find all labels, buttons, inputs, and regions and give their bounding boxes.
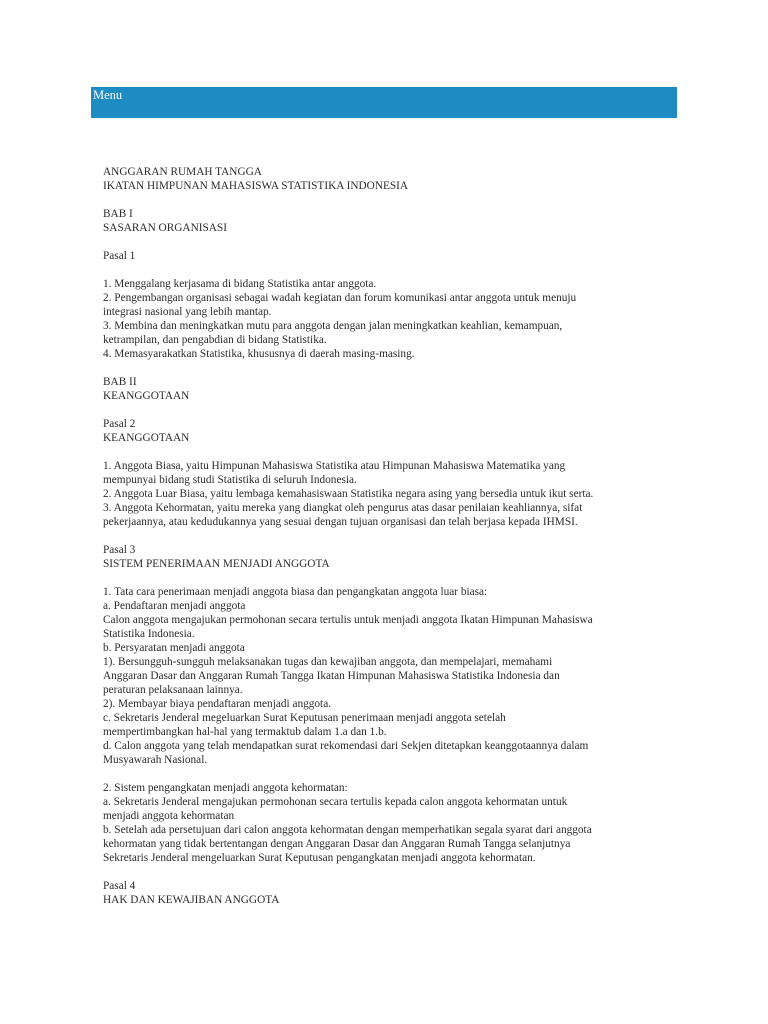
text-line: Pasal 1	[103, 250, 136, 262]
text-line: Statistika Indonesia.	[103, 628, 195, 640]
text-line: HAK DAN KEWAJIBAN ANGGOTA	[103, 894, 280, 906]
text-line: a. Pendaftaran menjadi anggota	[103, 600, 246, 612]
text-line: 2. Anggota Luar Biasa, yaitu lembaga kemahasiswaan Statistika negara asing yang bersedia untuk ikut serta.	[103, 488, 594, 500]
paragraph-gap	[103, 529, 673, 543]
text-line: 1. Anggota Biasa, yaitu Himpunan Mahasiswa Statistika atau Himpunan Mahasiswa Matematika yang	[103, 460, 566, 472]
text-line: Pasal 4	[103, 880, 136, 892]
text-line: BAB I	[103, 208, 133, 220]
text-line: SASARAN ORGANISASI	[103, 222, 227, 234]
text-block	[103, 417, 673, 445]
text-line: 2. Pengembangan organisasi sebagai wadah kegiatan dan forum komunikasi antar anggota untuk menuju	[103, 292, 577, 304]
paragraph-gap	[103, 445, 673, 459]
text-line: menjadi anggota kehormatan	[103, 810, 235, 822]
text-line: mempunyai bidang studi Statistika di seluruh Indonesia.	[103, 474, 357, 486]
text-line: Pasal 2	[103, 418, 136, 430]
text-line: d. Calon anggota yang telah mendapatkan surat rekomendasi dari Sekjen ditetapkan keanggotaannya dalam	[103, 740, 589, 752]
text-line: 3. Anggota Kehormatan, yaitu mereka yang diangkat oleh pengurus atas dasar penilaian keahliannya, sifat	[103, 502, 583, 514]
text-line: mempertimbangkan hal-hal yang termaktub dalam 1.a dan 1.b.	[103, 726, 387, 738]
text-line: kehormatan yang tidak bertentangan dengan Anggaran Dasar dan Anggaran Rumah Tangga selanjutnya	[103, 838, 571, 850]
text-block	[103, 375, 673, 403]
text-line: IKATAN HIMPUNAN MAHASISWA STATISTIKA INDONESIA	[103, 180, 409, 192]
text-line: KEANGGOTAAN	[103, 390, 190, 402]
paragraph-gap	[103, 361, 673, 375]
text-line: b. Setelah ada persetujuan dari calon anggota kehormatan dengan memperhatikan segala syarat dari anggota	[103, 824, 592, 836]
paragraph-gap	[103, 193, 673, 207]
text-line: 4. Memasyarakatkan Statistika, khususnya di daerah masing-masing.	[103, 348, 415, 360]
menu-label[interactable]: Menu	[93, 88, 123, 102]
text-line: Sekretaris Jenderal mengeluarkan Surat Keputusan pengangkatan menjadi anggota kehormatan.	[103, 852, 536, 864]
text-line: 1. Menggalang kerjasama di bidang Statistika antar anggota.	[103, 278, 377, 290]
text-line: pekerjaannya, atau kedudukannya yang sesuai dengan tujuan organisasi dan telah berjasa kepada IHMSI.	[103, 516, 578, 528]
text-block	[103, 543, 673, 571]
text-line: 2. Sistem pengangkatan menjadi anggota kehormatan:	[103, 782, 348, 794]
text-block	[103, 207, 673, 235]
text-line: Musyawarah Nasional.	[103, 754, 208, 766]
text-line: c. Sekretaris Jenderal megeluarkan Surat Keputusan penerimaan menjadi anggota setelah	[103, 712, 506, 724]
text-line: 2). Membayar biaya pendaftaran menjadi anggota.	[103, 698, 332, 710]
paragraph-gap	[103, 235, 673, 249]
text-line: ANGGARAN RUMAH TANGGA	[103, 166, 262, 178]
text-line: BAB II	[103, 376, 137, 388]
text-block	[103, 781, 673, 865]
paragraph-gap	[103, 865, 673, 879]
paragraph-gap	[103, 767, 673, 781]
text-block	[103, 585, 673, 767]
text-line: integrasi nasional yang lebih mantap.	[103, 306, 272, 318]
paragraph-gap	[103, 403, 673, 417]
document-body	[103, 165, 673, 907]
text-line: SISTEM PENERIMAAN MENJADI ANGGOTA	[103, 558, 330, 570]
text-line: a. Sekretaris Jenderal mengajukan permohonan secara tertulis kepada calon anggota kehormatan untuk	[103, 796, 568, 808]
text-line: 3. Membina dan meningkatkan mutu para anggota dengan jalan meningkatkan keahlian, kemampuan,	[103, 320, 563, 332]
paragraph-gap	[103, 263, 673, 277]
text-line: Pasal 3	[103, 544, 136, 556]
paragraph-gap	[103, 571, 673, 585]
text-line: KEANGGOTAAN	[103, 432, 190, 444]
text-block	[103, 249, 673, 263]
text-line: Anggaran Dasar dan Anggaran Rumah Tangga Ikatan Himpunan Mahasiswa Statistika Indonesia dan	[103, 670, 560, 682]
text-line: 1). Bersungguh-sungguh melaksanakan tugas dan kewajiban anggota, dan mempelajari, memahami	[103, 656, 553, 668]
text-line: ketrampilan, dan pengabdian di bidang Statistika.	[103, 334, 327, 346]
text-block	[103, 165, 673, 193]
text-line: 1. Tata cara penerimaan menjadi anggota biasa dan pengangkatan anggota luar biasa:	[103, 586, 488, 598]
text-block	[103, 879, 673, 907]
text-line: peraturan pelaksanaan lainnya.	[103, 684, 243, 696]
text-line: Calon anggota mengajukan permohonan secara tertulis untuk menjadi anggota Ikatan Himpunan Mahasiswa	[103, 614, 593, 626]
menu-bar[interactable]	[91, 87, 677, 118]
text-block	[103, 277, 673, 361]
text-line: b. Persyaratan menjadi anggota	[103, 642, 245, 654]
text-block	[103, 459, 673, 529]
